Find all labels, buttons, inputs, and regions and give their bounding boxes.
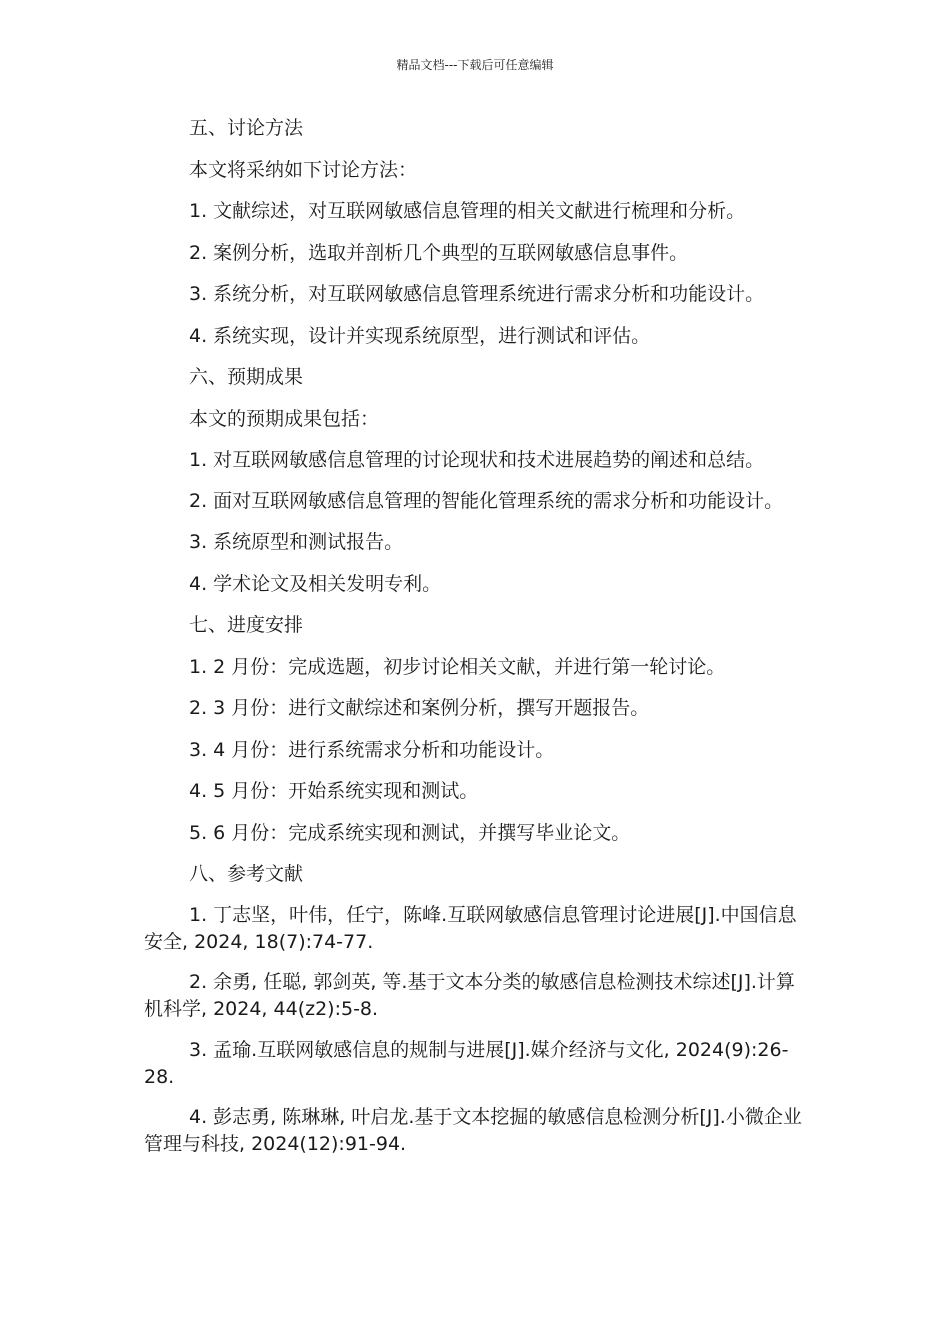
section-heading-methods: 五、讨论方法 bbox=[189, 117, 304, 139]
section-heading-references: 八、参考文献 bbox=[189, 863, 304, 885]
list-item: 4. 系统实现，设计并实现系统原型，进行测试和评估。 bbox=[189, 324, 651, 347]
schedule-item: 2. 3 月份：进行文献综述和案例分析，撰写开题报告。 bbox=[189, 697, 650, 719]
reference-item: 1. 丁志坚，叶伟，任宁，陈峰.互联网敏感信息管理讨论进展[J].中国信息安全, 2024, 18(7):74-77. bbox=[144, 903, 797, 953]
reference-item: 3. 孟瑜.互联网敏感信息的规制与进展[J].媒介经济与文化, 2024(9):26-28. bbox=[144, 1038, 789, 1088]
schedule-item: 4. 5 月份：开始系统实现和测试。 bbox=[189, 780, 479, 802]
schedule-item: 3. 4 月份：进行系统需求分析和功能设计。 bbox=[189, 738, 555, 761]
list-item: 2. 面对互联网敏感信息管理的智能化管理系统的需求分析和功能设计。 bbox=[189, 489, 784, 512]
section-heading-schedule: 七、进度安排 bbox=[189, 614, 304, 636]
paragraph: 本文的预期成果包括： bbox=[189, 407, 380, 430]
schedule-item: 1. 2 月份：完成选题，初步讨论相关文献，并进行第一轮讨论。 bbox=[189, 655, 726, 678]
paragraph: 本文将采纳如下讨论方法： bbox=[189, 158, 418, 181]
section-heading-outcomes: 六、预期成果 bbox=[189, 366, 304, 388]
list-item: 2. 案例分析，选取并剖析几个典型的互联网敏感信息事件。 bbox=[189, 241, 689, 264]
list-item: 1. 文献综述，对互联网敏感信息管理的相关文献进行梳理和分析。 bbox=[189, 200, 746, 222]
list-item: 4. 学术论文及相关发明专利。 bbox=[189, 572, 442, 595]
page-header: 精品文档---下载后可任意编辑 bbox=[396, 58, 554, 72]
list-item: 1. 对互联网敏感信息管理的讨论现状和技术进展趋势的阐述和总结。 bbox=[189, 449, 765, 471]
list-item: 3. 系统原型和测试报告。 bbox=[189, 531, 404, 553]
document-body bbox=[144, 114, 806, 1172]
reference-item: 2. 余勇, 任聪, 郭剑英, 等.基于文本分类的敏感信息检测技术综述[J].计算机科学, 2024, 44(z2):5-8. bbox=[144, 971, 795, 1020]
reference-item: 4. 彭志勇, 陈琳琳, 叶启龙.基于文本挖掘的敏感信息检测分析[J].小微企业管理与科技, 2024(12):91-94. bbox=[144, 1106, 802, 1155]
list-item: 3. 系统分析，对互联网敏感信息管理系统进行需求分析和功能设计。 bbox=[189, 283, 765, 305]
schedule-item: 5. 6 月份：完成系统实现和测试，并撰写毕业论文。 bbox=[189, 821, 631, 844]
